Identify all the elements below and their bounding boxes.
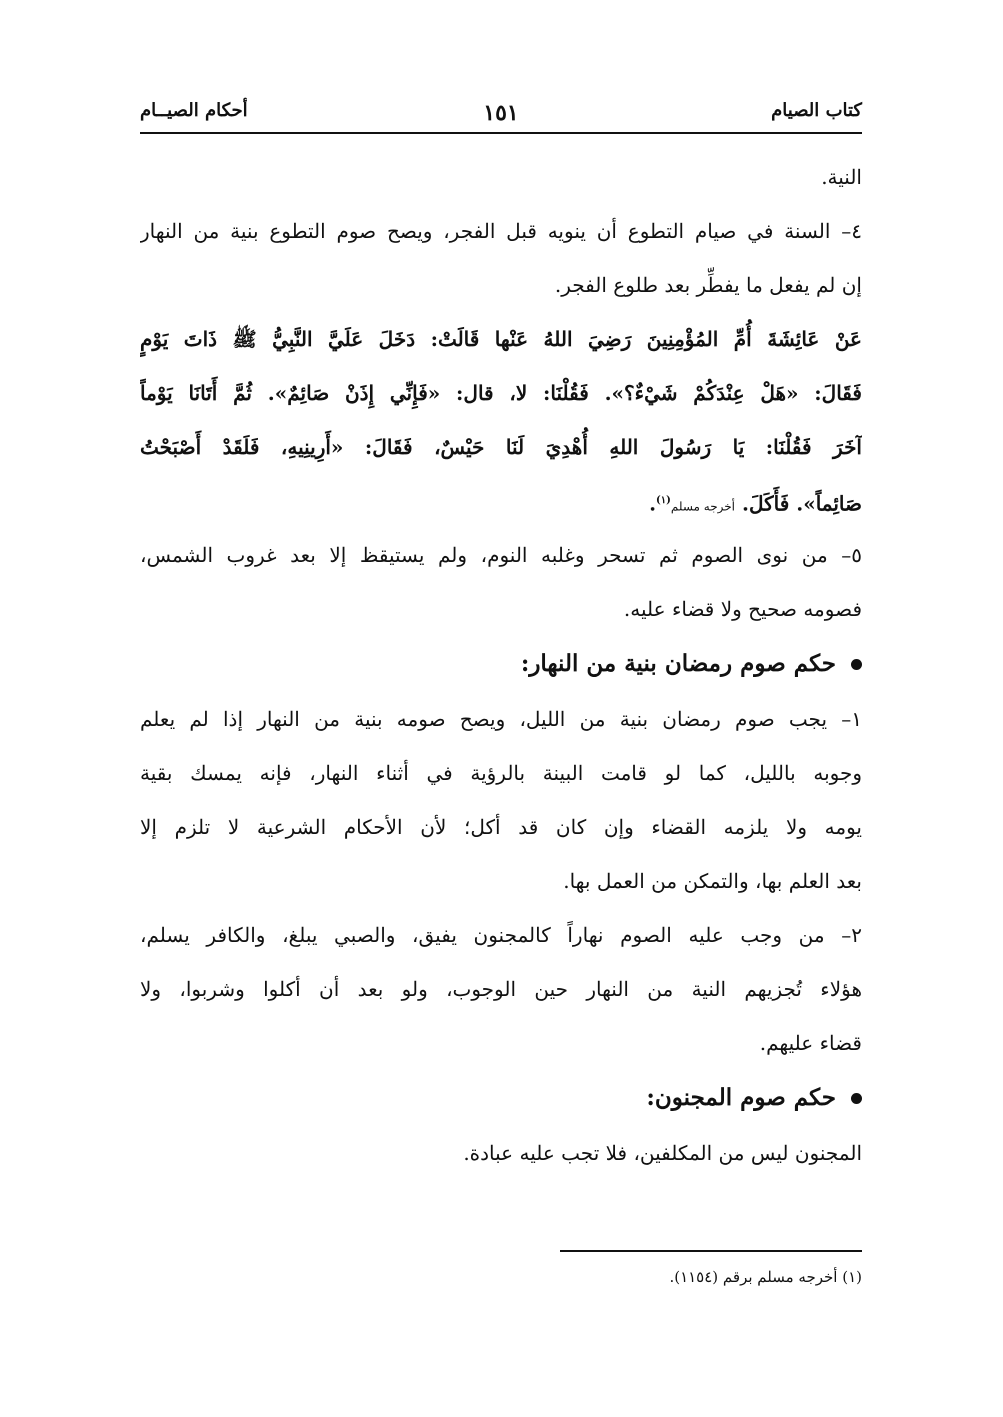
- text-line: إن لم يفعل ما يفطِّر بعد طلوع الفجر.: [554, 273, 862, 297]
- section-heading-text: حكم صوم رمضان بنية من النهار:: [520, 650, 836, 677]
- footnote-marker: (١): [656, 495, 671, 506]
- hadith-line: [140, 474, 862, 528]
- text-line: يومه ولا يلزمه القضاء وإن كان قد أكل؛ لأن الأحكام الشرعية لا تلزم إلا: [140, 815, 862, 839]
- section-heading-text: حكم صوم المجنون:: [646, 1084, 836, 1111]
- section-heading: [140, 1070, 862, 1126]
- text-line: ٥– من نوى الصوم ثم تسحر وغلبه النوم، ولم يستيقظ إلا بعد غروب الشمس،: [140, 543, 862, 567]
- header-chapter-title: أحكام الصيــام: [140, 100, 248, 121]
- hadith-line: عَنْ عَائِشَةَ أُمِّ المُؤْمِنِينَ رَضِيَ اللهُ عَنْها قَالَتْ: دَخَلَ عَلَيَّ النَّبِيُّ ﷺ ذَاتَ يَوْمٍ: [140, 327, 862, 351]
- text-line: ١– يجب صوم رمضان بنية من الليل، ويصح صومه بنية من النهار إذا لم يعلم: [140, 707, 862, 731]
- text-line: المجنون ليس من المكلفين، فلا تجب عليه عبادة.: [463, 1141, 862, 1165]
- text-line: ٢– من وجب عليه الصوم نهاراً كالمجنون يفيق، والصبي يبلغ، والكافر يسلم،: [140, 923, 862, 947]
- hadith-line: آخَرَ فَقُلْنَا: يَا رَسُولَ اللهِ أُهْدِيَ لَنَا حَيْسٌ، فَقَالَ: «أَرِينِيهِ، فَلَقَدْ أَصْبَحْتُ: [140, 435, 862, 459]
- bullet-icon: [851, 659, 862, 670]
- hadith-line: فَقَالَ: «هَلْ عِنْدَكُمْ شَيْءٌ؟». فَقُلْنَا: لا، قال: «فَإِنِّي إِذَنْ صَائِمٌ». ثُمَّ أَتَانَا يَوْماً: [140, 381, 862, 405]
- footnote: (١) أخرجه مسلم برقم (١١٥٤).: [669, 1268, 862, 1286]
- hadith-source: أخرجه مسلم: [670, 499, 736, 514]
- text-line: النية.: [821, 165, 862, 189]
- section-heading: [140, 636, 862, 692]
- running-header: [140, 96, 862, 134]
- text-line: هؤلاء تُجزيهم النية من النهار حين الوجوب، ولو بعد أن أكلوا وشربوا، ولا: [140, 977, 862, 1001]
- hadith-text: صَائِماً». فَأَكَلَ.: [741, 491, 862, 516]
- hadith-end: .: [649, 491, 657, 516]
- text-line: قضاء عليهم.: [759, 1031, 862, 1055]
- text-line: ٤– السنة في صيام التطوع أن ينويه قبل الفجر، ويصح صوم التطوع بنية من النهار: [140, 219, 862, 243]
- bullet-icon: [851, 1093, 862, 1104]
- text-line: فصومه صحيح ولا قضاء عليه.: [623, 597, 862, 621]
- header-book-title: كتاب الصيام: [771, 100, 862, 121]
- text-line: وجوبه بالليل، كما لو قامت البينة بالرؤية في أثناء النهار، فإنه يمسك بقية: [140, 761, 862, 785]
- page-number: ١٥١: [483, 100, 519, 126]
- text-line: بعد العلم بها، والتمكن من العمل بها.: [563, 869, 862, 893]
- footnote-divider: [560, 1250, 862, 1252]
- page-body: [140, 150, 862, 1180]
